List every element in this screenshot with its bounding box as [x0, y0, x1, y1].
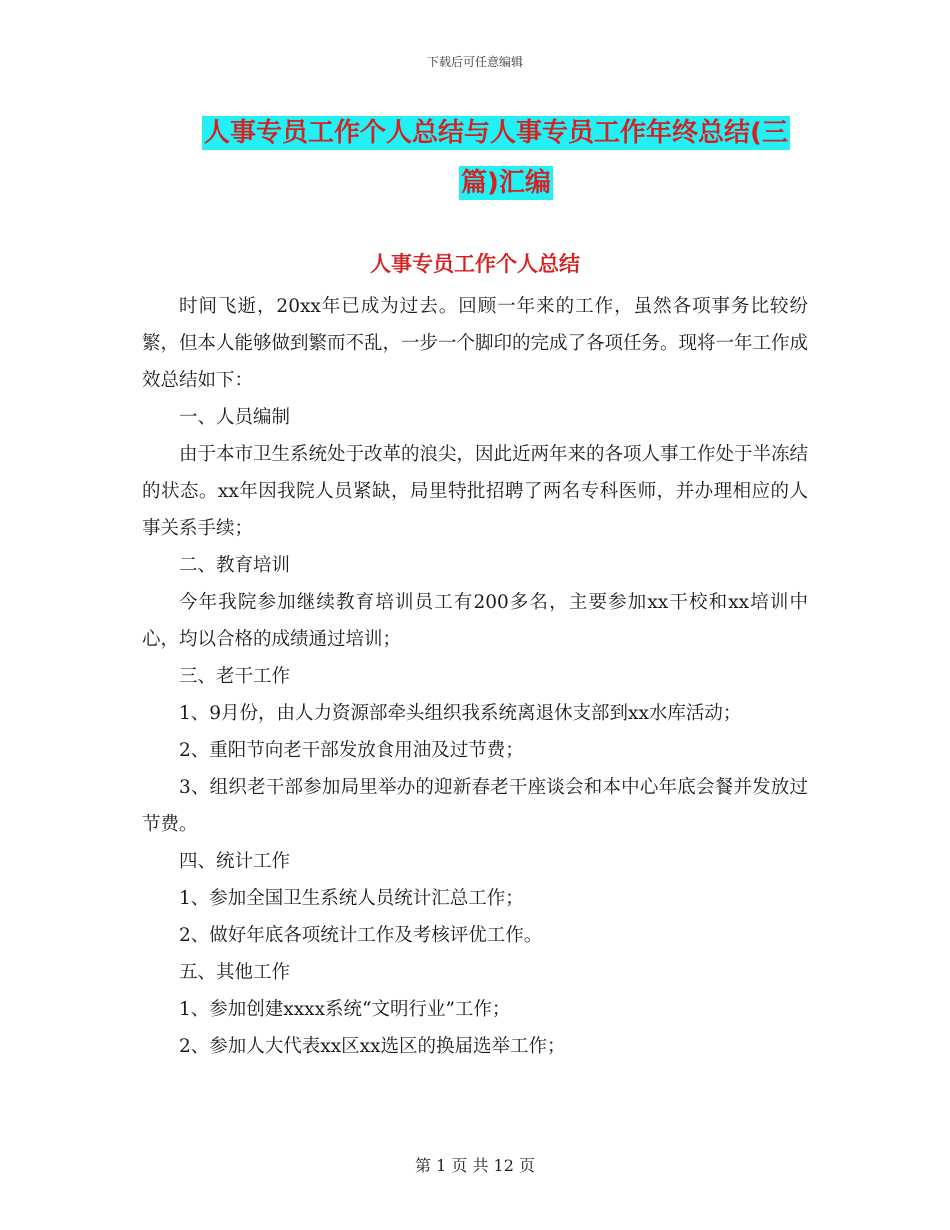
- paragraph-intro: 时间飞逝，20xx年已成为过去。回顾一年来的工作，虽然各项事务比较纷繁，但本人能够做到繁而不乱，一步一个脚印的完成了各项任务。现将一年工作成效总结如下：: [142, 296, 809, 391]
- page-number: 第 1 页 共 12 页: [415, 1156, 535, 1175]
- heading-statistics: 四、统计工作: [179, 851, 291, 872]
- document-title-line-2: 篇)汇编: [461, 168, 551, 198]
- document-title: [190, 108, 810, 208]
- heading-training: 二、教育培训: [179, 555, 291, 576]
- document-title-line-1: 人事专员工作个人总结与人事专员工作年终总结(三: [204, 118, 788, 148]
- body-text: [142, 288, 808, 1065]
- heading-other-work: 五、其他工作: [179, 962, 291, 983]
- heading-staffing: 一、人员编制: [179, 407, 291, 428]
- header-note: 下载后可任意编辑: [426, 55, 523, 69]
- heading-retired-cadres: 三、老干工作: [179, 666, 291, 687]
- list-item: 2、做好年底各项统计工作及考核评优工作。: [179, 925, 543, 946]
- list-item: 1、参加全国卫生系统人员统计汇总工作；: [179, 888, 524, 909]
- section-title: 人事专员工作个人总结: [370, 252, 580, 276]
- list-item: 2、重阳节向老干部发放食用油及过节费；: [179, 740, 524, 761]
- list-item: 2、参加人大代表xx区xx选区的换届选举工作；: [179, 1036, 566, 1057]
- list-item: 1、9月份，由人力资源部牵头组织我系统离退休支部到xx水库活动；: [179, 703, 742, 724]
- list-item: 1、参加创建xxxx系统“文明行业”工作；: [179, 999, 511, 1020]
- paragraph-staffing: 由于本市卫生系统处于改革的浪尖，因此近两年来的各项人事工作处于半冻结的状态。xx年因我院人员紧缺，局里特批招聘了两名专科医师，并办理相应的人事关系手续；: [142, 444, 809, 539]
- list-item: 3、组织老干部参加局里举办的迎新春老干座谈会和本中心年底会餐并发放过节费。: [142, 777, 808, 835]
- paragraph-training: 今年我院参加继续教育培训员工有200多名，主要参加xx干校和xx培训中心，均以合格的成绩通过培训；: [142, 592, 808, 650]
